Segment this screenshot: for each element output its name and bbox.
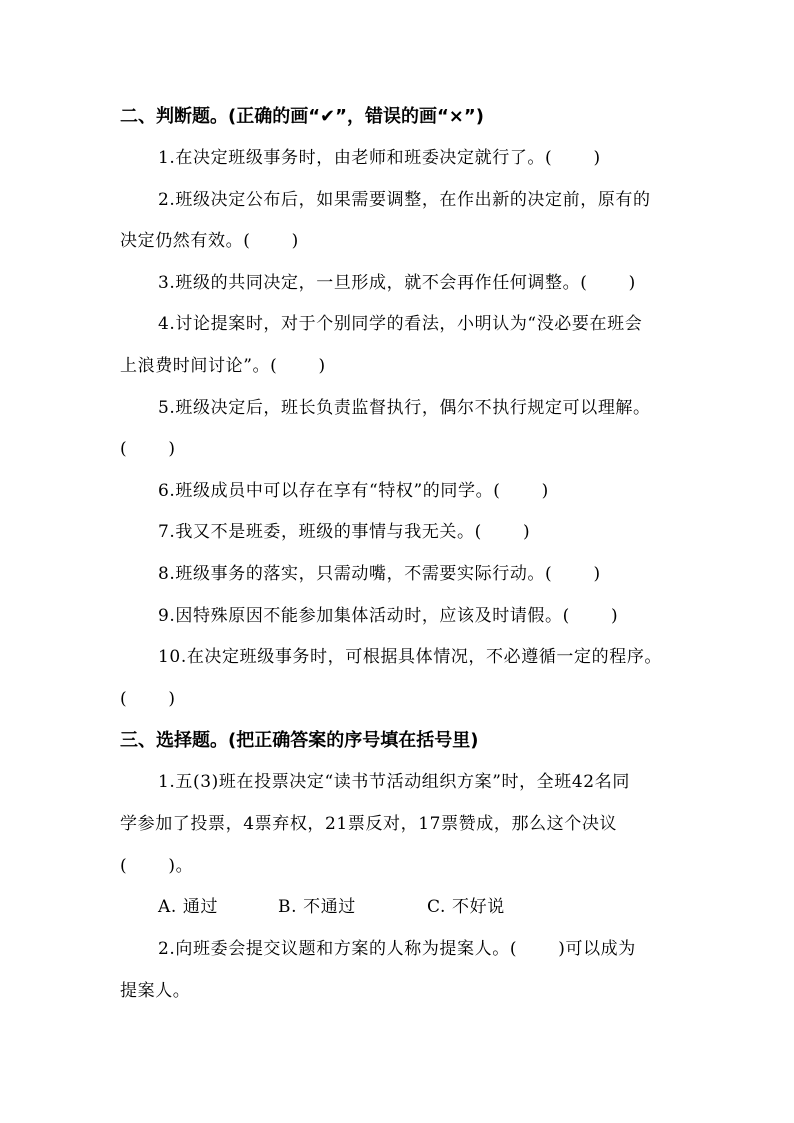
judgment-item-5-cont: ( ) bbox=[120, 439, 176, 459]
section-3-heading: 三、选择题。(把正确答案的序号填在括号里) bbox=[120, 730, 479, 751]
choice-q1-line-2: 学参加了投票，4票弃权，21票反对，17票赞成，那么这个决议 bbox=[120, 814, 618, 834]
section-2-heading: 二、判断题。(正确的画“✔”，错误的画“×”) bbox=[120, 106, 484, 127]
choice-q1-option-c: C. 不好说 bbox=[427, 897, 505, 917]
judgment-item-7: 7.我又不是班委，班级的事情与我无关。( ) bbox=[158, 522, 531, 542]
judgment-item-2: 2.班级决定公布后，如果需要调整，在作出新的决定前，原有的 bbox=[158, 190, 651, 210]
choice-q2-line-2: 提案人。 bbox=[120, 981, 191, 1001]
choice-q1-line-1: 1.五(3)班在投票决定“读书节活动组织方案”时，全班42名同 bbox=[158, 772, 630, 792]
judgment-item-10: 10.在决定班级事务时，可根据具体情况，不必遵循一定的程序。 bbox=[158, 647, 663, 667]
judgment-item-8: 8.班级事务的落实，只需动嘴，不需要实际行动。( ) bbox=[158, 564, 601, 584]
judgment-item-1: 1.在决定班级事务时，由老师和班委决定就行了。( ) bbox=[158, 148, 601, 168]
choice-q1-option-a: A. 通过 bbox=[158, 897, 219, 917]
choice-q2-line-1: 2.向班委会提交议题和方案的人称为提案人。( )可以成为 bbox=[158, 939, 636, 959]
choice-q1-line-3: ( )。 bbox=[120, 856, 194, 876]
judgment-item-3: 3.班级的共同决定，一旦形成，就不会再作任何调整。( ) bbox=[158, 273, 636, 293]
judgment-item-2-cont: 决定仍然有效。( ) bbox=[120, 231, 299, 251]
judgment-item-4: 4.讨论提案时，对于个别同学的看法，小明认为“没必要在班会 bbox=[158, 314, 643, 334]
judgment-item-4-cont: 上浪费时间讨论”。( ) bbox=[120, 356, 326, 376]
choice-q1-option-b: B. 不通过 bbox=[278, 897, 356, 917]
judgment-item-9: 9.因特殊原因不能参加集体活动时，应该及时请假。( ) bbox=[158, 606, 619, 626]
judgment-item-6: 6.班级成员中可以存在享有“特权”的同学。( ) bbox=[158, 481, 549, 501]
judgment-item-5: 5.班级决定后，班长负责监督执行，偶尔不执行规定可以理解。 bbox=[158, 398, 651, 418]
judgment-item-10-cont: ( ) bbox=[120, 689, 176, 709]
